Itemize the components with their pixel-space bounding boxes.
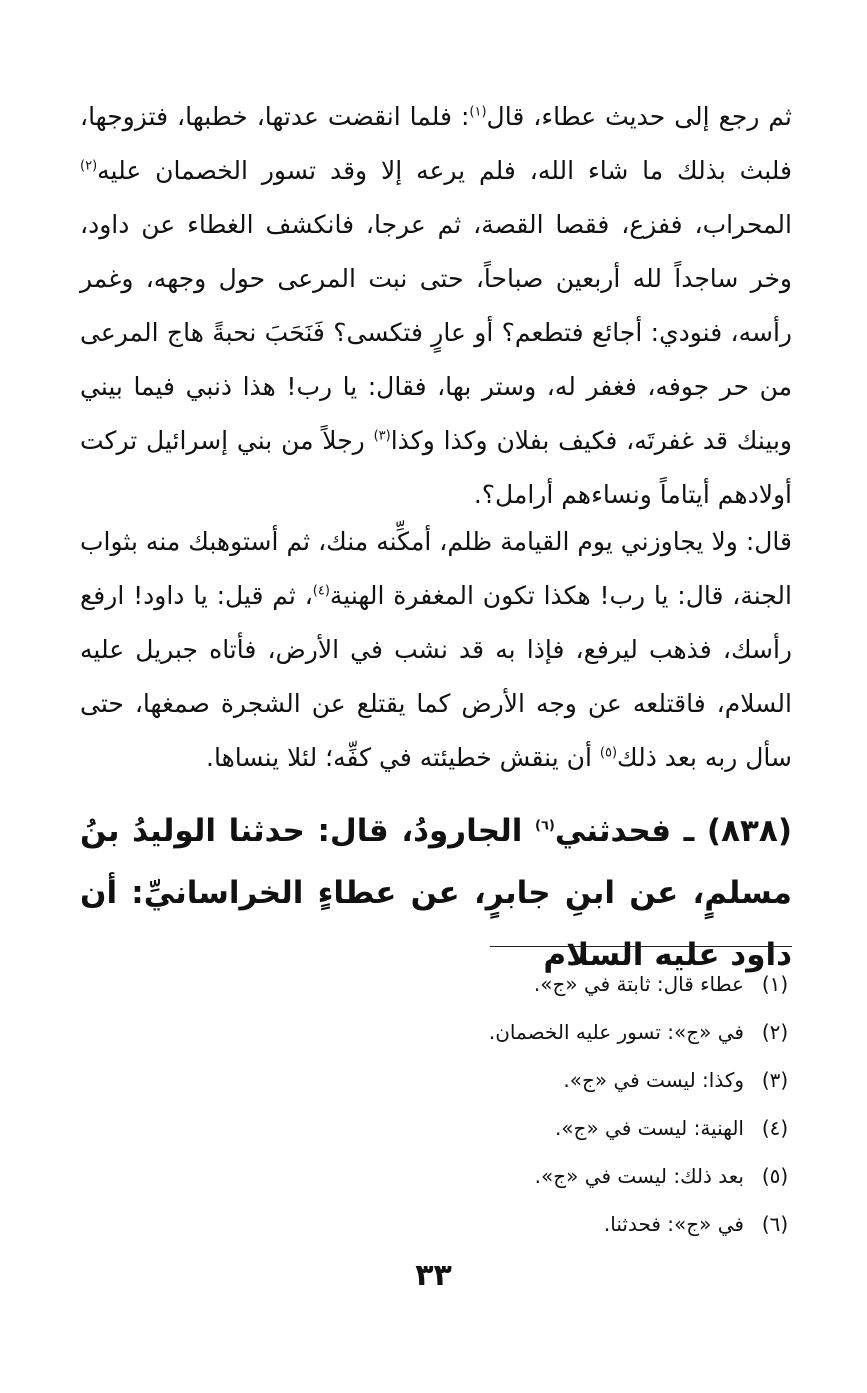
footnote-6: [300, 1200, 792, 1248]
footnote-ref-5[interactable]: (٥): [599, 745, 618, 761]
hadith-text: ـ فحدثني: [554, 813, 707, 849]
footnote-4: [300, 1104, 792, 1152]
footnote-ref-6[interactable]: (٦): [535, 818, 555, 834]
footnote-ref-4[interactable]: (٤): [312, 583, 330, 599]
footnote-number: (٢): [761, 1020, 789, 1044]
footnote-text: الهنية: ليست في «ج».: [554, 1116, 744, 1140]
footnote-3: [300, 1056, 792, 1104]
footnote-number: (١): [761, 972, 789, 996]
footnote-divider: [490, 946, 792, 947]
body-paragraph-2: [80, 515, 792, 785]
hadith-heading: [80, 800, 792, 986]
footnote-number: (٦): [761, 1212, 789, 1236]
page-number: ٣٣: [415, 1258, 452, 1293]
footnote-text: وكذا: ليست في «ج».: [563, 1068, 744, 1092]
footnote-text: في «ج»: تسور عليه الخصمان.: [488, 1020, 744, 1044]
footnote-ref-2[interactable]: (٢): [80, 158, 98, 174]
footnote-ref-3[interactable]: (٣): [373, 428, 391, 444]
hadith-text: الجارودُ، قال: حدثنا الوليدُ بنُ مسلمٍ، عن ابنِ جابرٍ، عن عطاءٍ الخراسانيِّ: أن داود عليه السلام: [80, 813, 792, 973]
footnote-1: [300, 960, 792, 1008]
footnote-text: في «ج»: فحدثنا.: [603, 1212, 744, 1236]
body-paragraph-1: [80, 90, 792, 522]
footnote-ref-1[interactable]: (١): [469, 104, 487, 120]
paragraph-text: ، ثم قيل: يا داود! ارفع رأسك، فذهب ليرفع، فإذا به قد نشب في الأرض، فأتاه جبريل عليه السلام، فاقتلعه عن وجه الأرض كما يقتلع عن الشجرة صمغها، حتى سأل ربه بعد ذلك: [80, 581, 792, 772]
paragraph-text: قال: ولا يجاوزني يوم القيامة ظلم، أمكِّنه منك، ثم أستوهبك منه بثواب الجنة، قال: يا رب! هكذا تكون المغفرة الهنية: [80, 527, 792, 610]
footnote-number: (٥): [761, 1164, 789, 1188]
paragraph-text: المحراب، ففزع، فقصا القصة، ثم عرجا، فانكشف الغطاء عن داود، وخر ساجداً لله أربعين صباحاً، حتى نبت المرعى حول وجهه، وغمر رأسه، فنودي: أجائع فتطعم؟ أو عارٍ فتكسى؟ فَنَحَبَ نحبةً هاج المرعى من حر جوفه، فغفر له، وستر بها، فقال: يا رب! هذا ذنبي فيما بيني وبينك قد غفرتَه، فكيف بفلان وكذا وكذا: [80, 210, 792, 455]
footnote-2: [300, 1008, 792, 1056]
footnote-number: (٤): [761, 1116, 789, 1140]
footnote-text: بعد ذلك: ليست في «ج».: [534, 1164, 744, 1188]
paragraph-text: رجلاً من بني إسرائيل تركت أولادهم أيتاماً ونساءهم أرامل؟.: [80, 426, 792, 509]
paragraph-text: ثم رجع إلى حديث عطاء، قال: [486, 102, 793, 131]
hadith-number: (٨٣٨): [706, 813, 792, 849]
footnote-5: [300, 1152, 792, 1200]
paragraph-text: أن ينقش خطيئته في كفِّه؛ لئلا ينساها.: [206, 743, 600, 772]
footnote-number: (٣): [761, 1068, 789, 1092]
footnote-text: عطاء قال: ثابتة في «ج».: [533, 972, 744, 996]
paragraph-text: : فلما انقضت عدتها، خطبها، فتزوجها، فلبث بذلك ما شاء الله، فلم يرعه إلا وقد تسور الخصمان عليه: [80, 102, 792, 185]
footnotes-list: [300, 960, 792, 1248]
